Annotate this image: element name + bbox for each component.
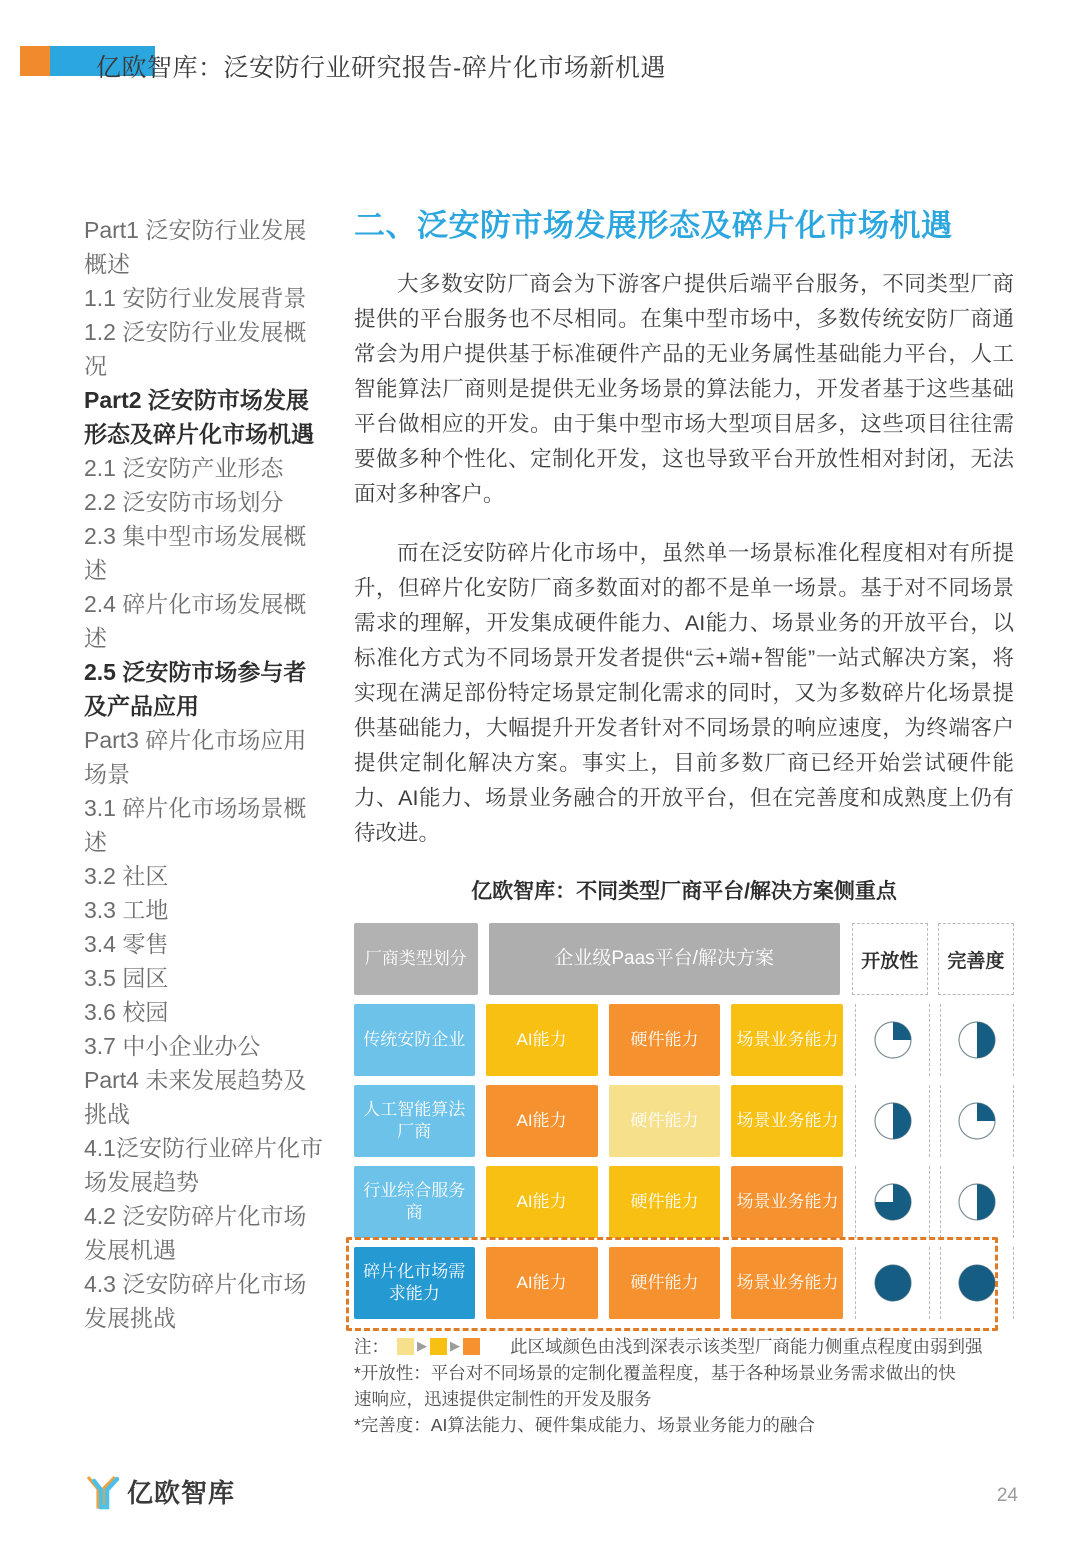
- legend-swatches: [397, 1333, 480, 1359]
- legend-arrow-icon: ▶: [450, 1338, 460, 1353]
- completeness-indicator: [940, 1004, 1014, 1076]
- toc-item-8[interactable]: 2.5 泛安防市场参与者及产品应用: [84, 659, 307, 719]
- toc-item-20[interactable]: 4.3 泛安防碎片化市场发展挑战: [84, 1271, 307, 1331]
- completeness-indicator: [940, 1085, 1014, 1157]
- capability-cell: 场景业务能力: [731, 1247, 843, 1319]
- vendor-type-cell: 人工智能算法厂商: [354, 1085, 475, 1157]
- table-row: [354, 1004, 1014, 1076]
- capability-cell: 场景业务能力: [731, 1085, 843, 1157]
- page-footer: [0, 1449, 1080, 1559]
- toc-item-7[interactable]: 2.4 碎片化市场发展概述: [84, 591, 307, 651]
- toc-item-19[interactable]: 4.2 泛安防碎片化市场发展机遇: [84, 1203, 307, 1263]
- capability-cell: 硬件能力: [609, 1166, 721, 1238]
- completeness-pie-icon: [957, 1101, 997, 1141]
- vendor-type-cell: 传统安防企业: [354, 1004, 475, 1076]
- toc-item-1[interactable]: 1.1 安防行业发展背景: [84, 285, 307, 311]
- toc-item-11[interactable]: 3.2 社区: [84, 863, 169, 889]
- brand-logo: [84, 1471, 235, 1511]
- vendor-type-cell: 碎片化市场需求能力: [354, 1247, 475, 1319]
- capability-cell: AI能力: [486, 1004, 598, 1076]
- toc-item-3[interactable]: Part2 泛安防市场发展形态及碎片化市场机遇: [84, 387, 314, 447]
- toc-item-14[interactable]: 3.5 园区: [84, 965, 169, 991]
- note-openness-line-2: 速响应，迅速提供定制性的开发及服务: [354, 1388, 652, 1409]
- page-header: [0, 0, 1080, 100]
- capability-cell: 硬件能力: [609, 1004, 721, 1076]
- main-content: [354, 200, 1014, 1438]
- column-header-completeness: 完善度: [938, 923, 1014, 995]
- capability-cell: 硬件能力: [609, 1085, 721, 1157]
- toc-item-13[interactable]: 3.4 零售: [84, 931, 169, 957]
- table-of-contents: [84, 213, 328, 1335]
- table-header-row: [354, 923, 1014, 995]
- column-header-openness: 开放性: [852, 923, 928, 995]
- toc-item-9[interactable]: Part3 碎片化市场应用场景: [84, 727, 307, 787]
- column-header-vendor-type: 厂商类型划分: [354, 923, 478, 995]
- brand-logo-text: 亿欧智库: [127, 1477, 236, 1508]
- capability-cell: AI能力: [486, 1085, 598, 1157]
- table-row: [354, 1247, 1014, 1319]
- toc-item-18[interactable]: 4.1泛安防行业碎片化市场发展趋势: [84, 1135, 323, 1195]
- completeness-indicator: [940, 1166, 1014, 1238]
- capability-cell: 场景业务能力: [731, 1166, 843, 1238]
- legend-swatch-0: [397, 1338, 414, 1355]
- completeness-pie-icon: [957, 1263, 997, 1303]
- legend-prefix: 注：: [354, 1336, 389, 1357]
- completeness-pie-icon: [957, 1182, 997, 1222]
- capability-cell: AI能力: [486, 1247, 598, 1319]
- page-title: 二、泛安防市场发展形态及碎片化市场机遇: [354, 208, 953, 243]
- legend-text: 此区域颜色由浅到深表示该类型厂商能力侧重点程度由弱到强: [510, 1336, 983, 1357]
- legend-swatch-2: [463, 1338, 480, 1355]
- openness-indicator: [855, 1247, 929, 1319]
- toc-item-16[interactable]: 3.7 中小企业办公: [84, 1033, 261, 1059]
- header-title: 亿欧智库：泛安防行业研究报告-碎片化市场新机遇: [96, 54, 666, 82]
- header-bar-orange-segment: [20, 46, 50, 76]
- toc-item-2[interactable]: 1.2 泛安防行业发展概况: [84, 319, 307, 379]
- legend-arrow-icon: ▶: [417, 1338, 427, 1353]
- figure-title: 亿欧智库：不同类型厂商平台/解决方案侧重点: [471, 880, 897, 903]
- body-paragraph-1: 大多数安防厂商会为下游客户提供后端平台服务，不同类型厂商提供的平台服务也不尽相同。在集中型市场中，多数传统安防厂商通常会为用户提供基于标准硬件产品的无业务属性基础能力平台，人工智能算法厂商则是提供无业务场景的算法能力，开发者基于这些基础平台做相应的开发。由于集中型市场大型项目居多，这些项目往往需要做多种个性化、定制化开发，这也导致平台开放性相对封闭，无法面对多种客户。: [354, 272, 1014, 506]
- openness-pie-icon: [873, 1263, 913, 1303]
- toc-item-6[interactable]: 2.3 集中型市场发展概述: [84, 523, 307, 583]
- capability-cell: 场景业务能力: [731, 1004, 843, 1076]
- completeness-pie-icon: [957, 1020, 997, 1060]
- figure-notes: [354, 1333, 1014, 1438]
- table-body: [354, 1004, 1014, 1319]
- legend-swatch-1: [430, 1338, 447, 1355]
- toc-item-4[interactable]: 2.1 泛安防产业形态: [84, 455, 284, 481]
- toc-item-5[interactable]: 2.2 泛安防市场划分: [84, 489, 284, 515]
- page-number: 24: [996, 1485, 1018, 1506]
- note-completeness: *完善度：AI算法能力、硬件集成能力、场景业务能力的融合: [354, 1414, 815, 1435]
- openness-pie-icon: [873, 1020, 913, 1060]
- yiou-logo-icon: [84, 1471, 120, 1511]
- toc-item-17[interactable]: Part4 未来发展趋势及挑战: [84, 1067, 307, 1127]
- note-openness-line-1: *开放性：平台对不同场景的定制化覆盖程度，基于各种场景业务需求做出的快: [354, 1362, 956, 1383]
- body-paragraph-2: 而在泛安防碎片化市场中，虽然单一场景标准化程度相对有所提升，但碎片化安防厂商多数面对的都不是单一场景。基于对不同场景需求的理解，开发集成硬件能力、AI能力、场景业务的开放平台，以标准化方式为不同场景开发者提供“云+端+智能”一站式解决方案，将实现在满足部份特定场景定制化需求的同时，又为多数碎片化场景提供基础能力，大幅提升开发者针对不同场景的响应速度，为终端客户提供定制化解决方案。事实上，目前多数厂商已经开始尝试硬件能力、AI能力、场景业务融合的开放平台，但在完善度和成熟度上仍有待改进。: [354, 541, 1014, 845]
- toc-item-0[interactable]: Part1 泛安防行业发展概述: [84, 217, 307, 277]
- capability-cell: AI能力: [486, 1166, 598, 1238]
- table-row: [354, 1166, 1014, 1238]
- vendor-type-cell: 行业综合服务商: [354, 1166, 475, 1238]
- openness-pie-icon: [873, 1101, 913, 1141]
- openness-indicator: [855, 1166, 929, 1238]
- vendor-capability-table: [354, 923, 1014, 1319]
- legend-line: [354, 1333, 1014, 1360]
- column-header-paas: 企业级Paas平台/解决方案: [489, 923, 840, 995]
- toc-item-15[interactable]: 3.6 校园: [84, 999, 169, 1025]
- capability-cell: 硬件能力: [609, 1247, 721, 1319]
- openness-indicator: [855, 1085, 929, 1157]
- openness-pie-icon: [873, 1182, 913, 1222]
- table-row: [354, 1085, 1014, 1157]
- openness-indicator: [855, 1004, 929, 1076]
- toc-item-10[interactable]: 3.1 碎片化市场场景概述: [84, 795, 307, 855]
- toc-item-12[interactable]: 3.3 工地: [84, 897, 169, 923]
- completeness-indicator: [940, 1247, 1014, 1319]
